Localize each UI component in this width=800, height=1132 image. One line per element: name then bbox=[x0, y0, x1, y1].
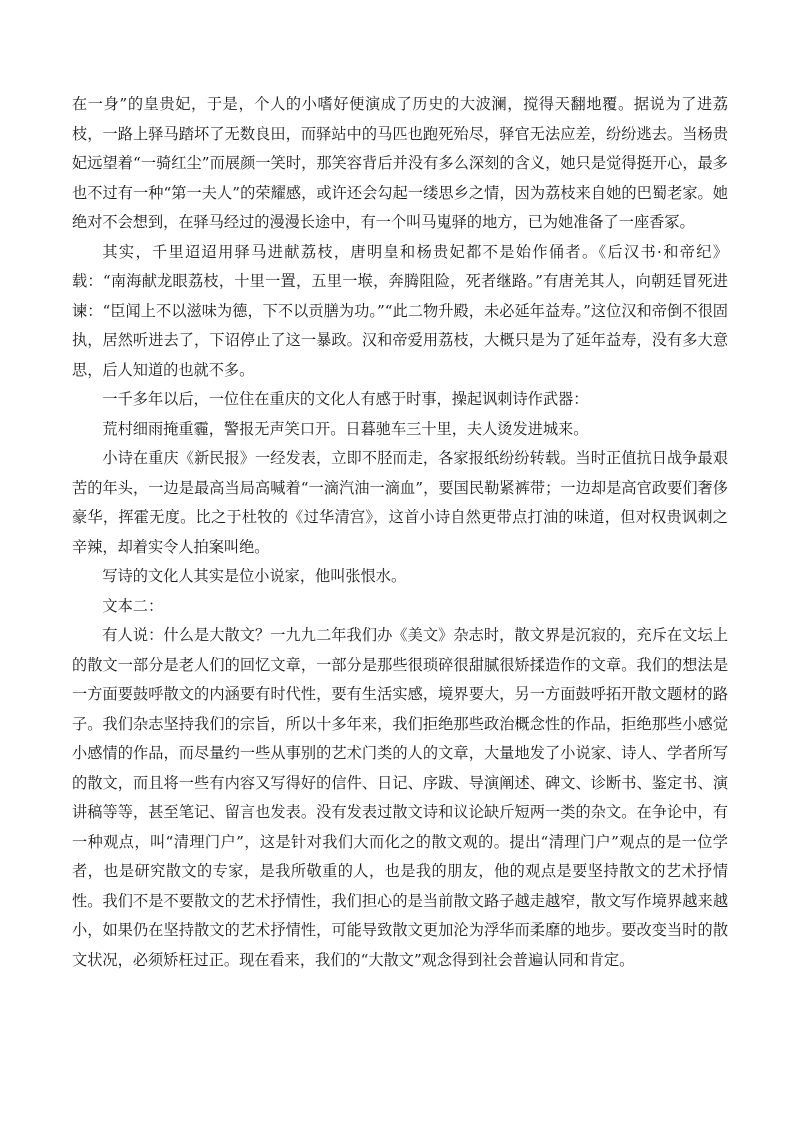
paragraph-satire-intro: 一千多年以后，一位住在重庆的文化人有感于时事，操起讽刺诗作武器： bbox=[102, 390, 589, 408]
paragraph-poem-reception: 小诗在重庆《新民报》一经发表，立即不胫而走，各家报纸纷纷转载。当时正值抗日战争最艰苦的年头，一边是最高当局高喊着“一滴汽油一滴血”，要国民勒紧裤带；一边却是高官政要们奢侈豪华，挥霍无度。比之于杜牧的《过华清宫》，这首小诗自然更带点打油的味道，但对权贵讽刺之辛辣，却着实令人拍案叫绝。 bbox=[72, 449, 728, 556]
paragraph-poem: 荒村细雨掩重霾，警报无声笑口开。日暮驰车三十里，夫人烫发进城来。 bbox=[102, 419, 589, 438]
section-heading-text-two: 文本二： bbox=[102, 596, 164, 615]
document-body bbox=[72, 90, 728, 975]
paragraph-continuation: 在一身”的皇贵妃，于是，个人的小嗜好便演成了历史的大波澜，搅得天翻地覆。据说为了进荔枝，一路上驿马踏坏了无数良田，而驿站中的马匹也跑死殆尽，驿官无法应差，纷纷逃去。当杨贵妃远望着“一骑红尘”而展颜一笑时，那笑容背后并没有多么深刻的含义，她只是觉得挺开心，最多也不过有一种“第一夫人”的荣耀感，或许还会勾起一缕思乡之情，因为荔枝来自她的巴蜀老家。她绝对不会想到，在驿马经过的漫漫长途中，有一个叫马嵬驿的地方，已为她准备了一座香冢。 bbox=[72, 95, 728, 231]
paragraph-lychee-history: 其实，千里迢迢用驿马进献荔枝，唐明皇和杨贵妃都不是始作俑者。《后汉书·和帝纪》载：“南海献龙眼荔枝，十里一置，五里一堠，奔腾阻险，死者继路。”有唐羌其人，向朝廷冒死进谏：“臣闻上不以滋味为德，下不以贡膳为功。”“此二物升殿，未必延年益寿。”这位汉和帝倒不很固执，居然听进去了，下诏停止了这一暴政。汉和帝爱用荔枝，大概只是为了延年益寿，没有多大意思，后人知道的也就不多。 bbox=[72, 242, 728, 379]
paragraph-big-prose: 有人说：什么是大散文？一九九二年我们办《美文》杂志时，散文界是沉寂的，充斥在文坛上的散文一部分是老人们的回忆文章，一部分是那些很琐碎很甜腻很矫揉造作的文章。我们的想法是一方面要鼓呼散文的内涵要有时代性，要有生活实感，境界要大，另一方面鼓呼拓开散文题材的路子。我们杂志坚持我们的宗旨，所以十多年来，我们拒绝那些政治概念性的作品，拒绝那些小感觉小感情的作品，而尽量约一些从事别的艺术门类的人的文章，大量地发了小说家、诗人、学者所写的散文，而且将一些有内容又写得好的信件、日记、序跋、导演阐述、碑文、诊断书、鉴定书、演讲稿等等，甚至笔记、留言也发表。没有发表过散文诗和议论缺斤短两一类的杂文。在争论中，有一种观点，叫“清理门户”，这是针对我们大而化之的散文观的。提出“清理门户”观点的是一位学者，也是研究散文的专家，是我所敬重的人，也是我的朋友，他的观点是要坚持散文的艺术抒情性。我们不是不要散文的艺术抒情性，我们担心的是当前散文路子越走越窄，散文写作境界越来越小，如果仍在坚持散文的艺术抒情性，可能导致散文更加沦为浮华而柔靡的地步。要改变当时的散文状况，必须矫枉过正。现在看来，我们的“大散文”观念得到社会普遍认同和肯定。 bbox=[72, 626, 728, 969]
paragraph-author-reveal: 写诗的文化人其实是位小说家，他叫张恨水。 bbox=[102, 567, 407, 585]
